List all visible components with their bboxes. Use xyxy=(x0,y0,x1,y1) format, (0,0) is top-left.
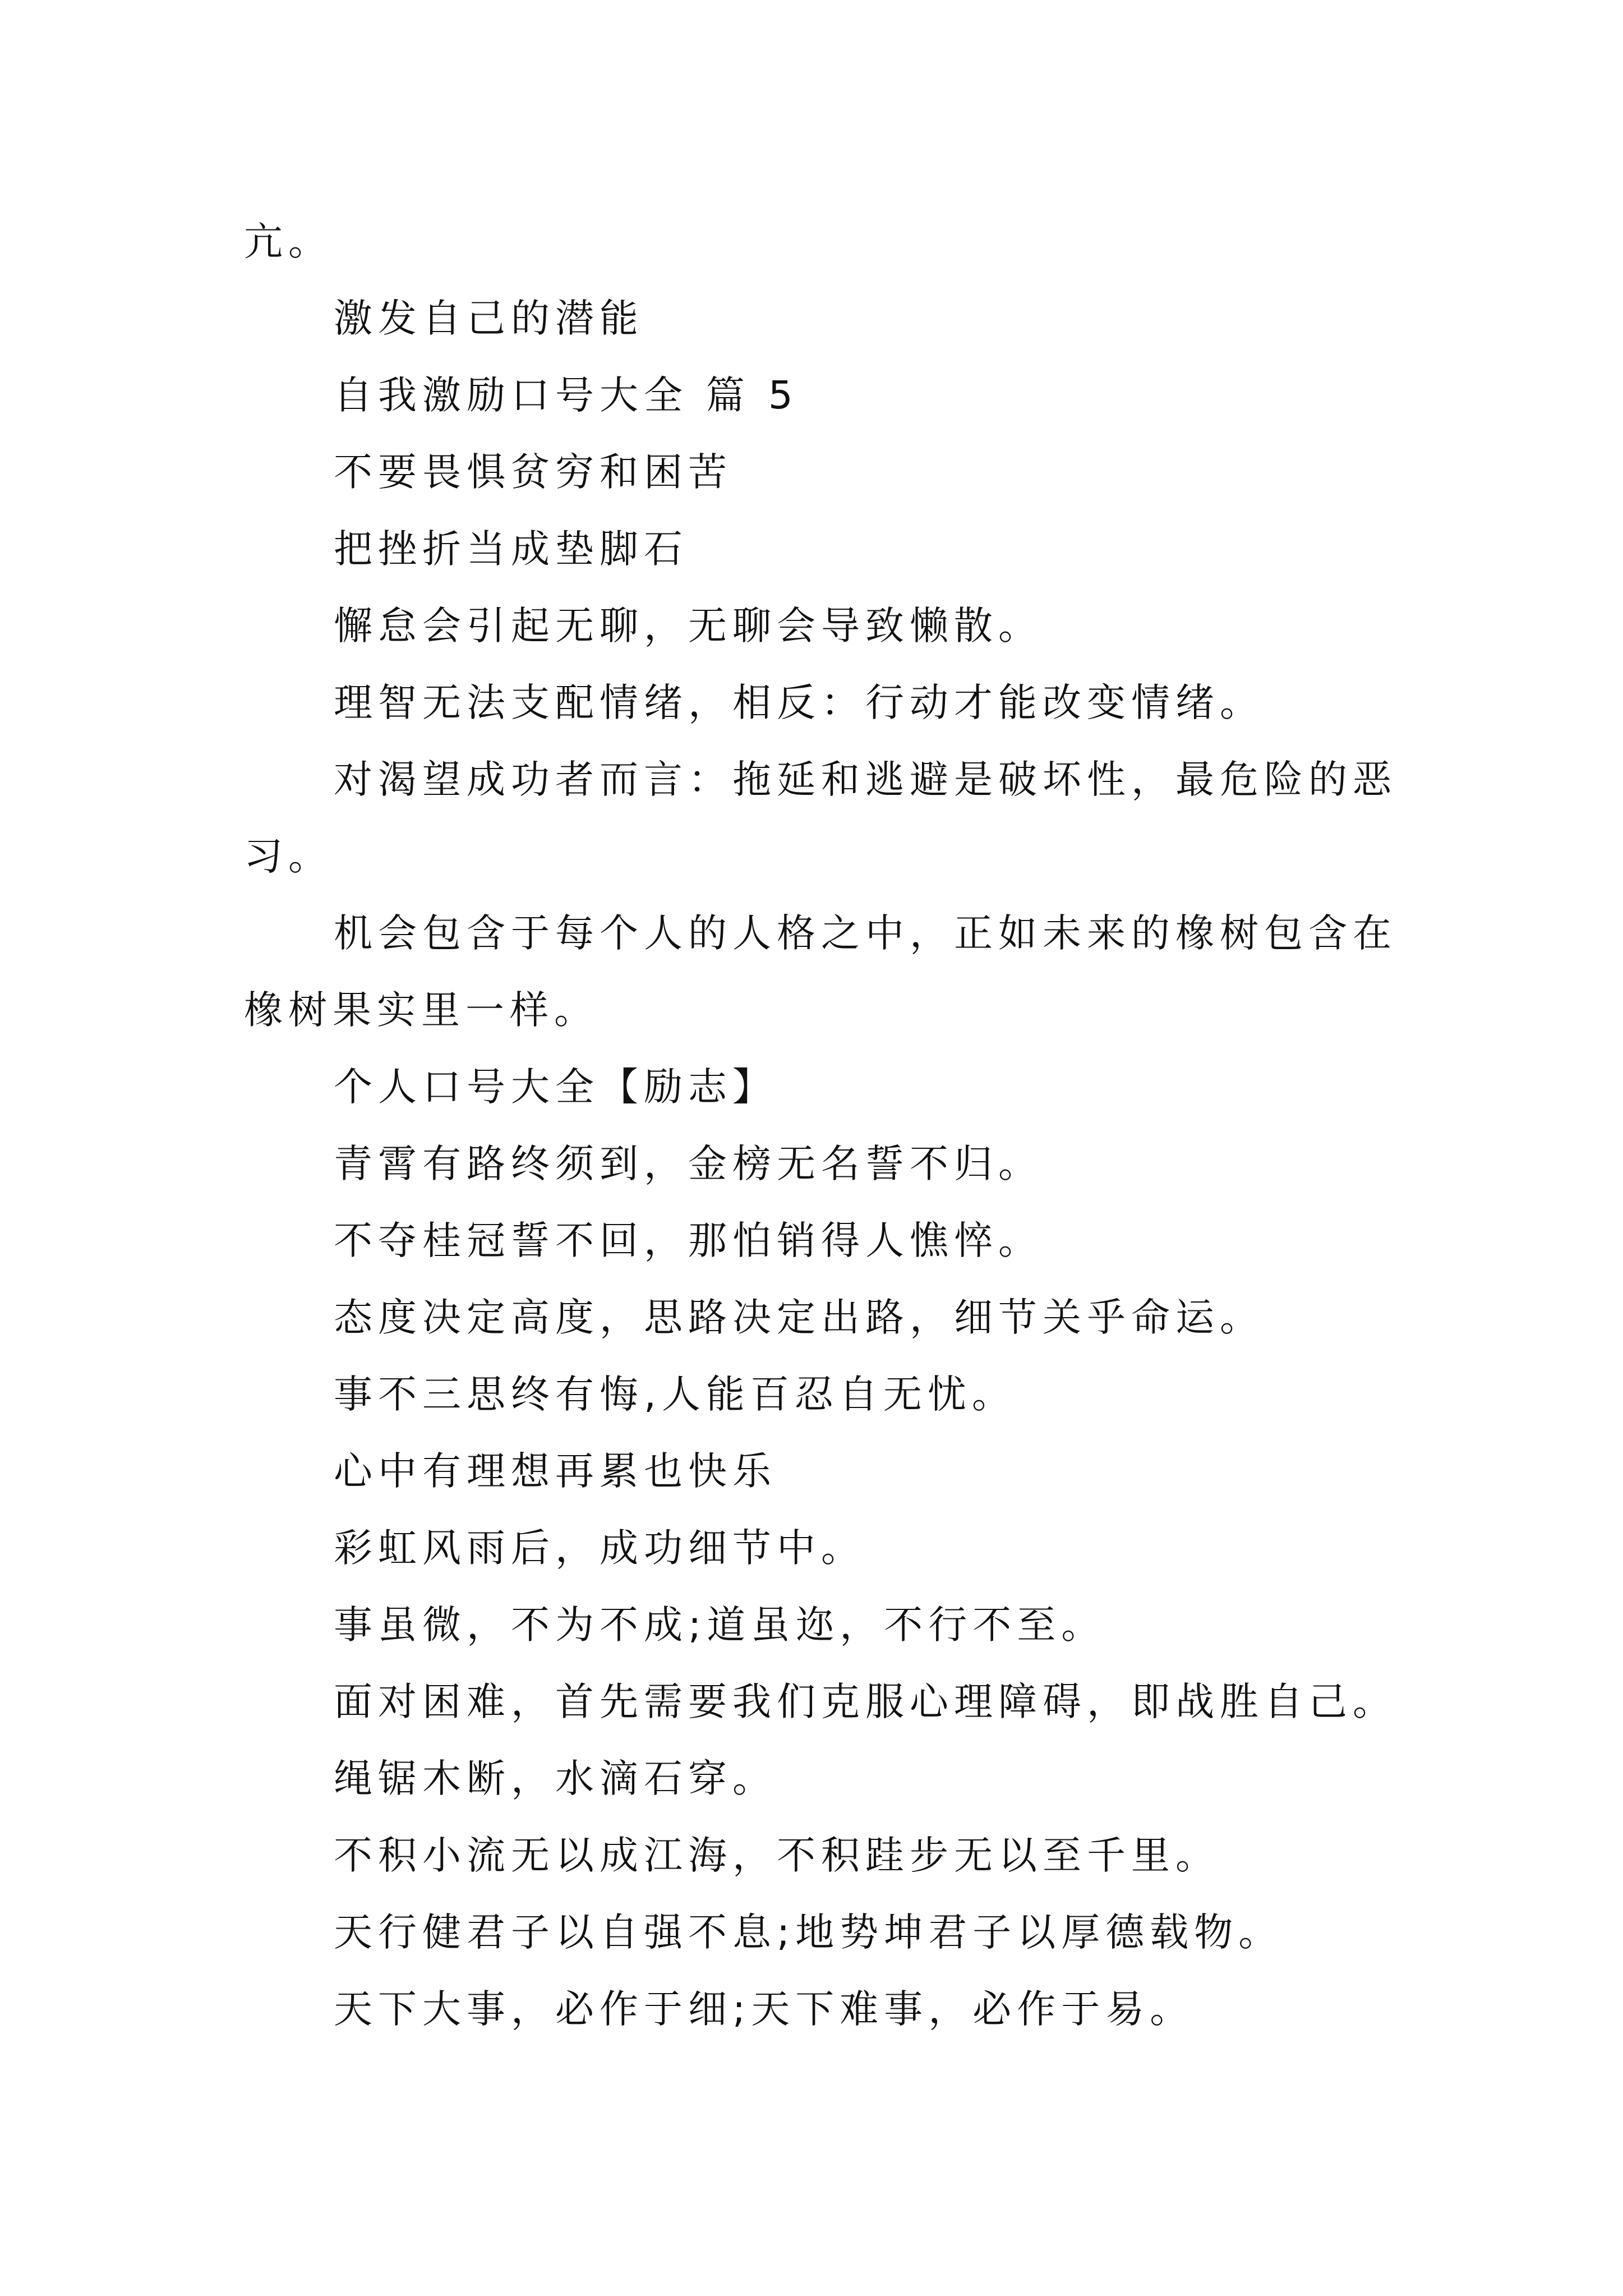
text-line: 不夺桂冠誓不回，那怕销得人憔悴。 xyxy=(334,1218,1043,1263)
text-line: 橡树果实里一样。 xyxy=(244,988,598,1033)
text-line: 绳锯木断，水滴石穿。 xyxy=(334,1756,777,1801)
text-line: 青霄有路终须到，金榜无名誓不归。 xyxy=(334,1142,1043,1186)
text-line: 事不三思终有悔,人能百忍自无忧。 xyxy=(334,1372,1016,1417)
text-line: 不积小流无以成江海，不积跬步无以至千里。 xyxy=(334,1833,1220,1878)
text-line: 理智无法支配情绪，相反：行动才能改变情绪。 xyxy=(334,680,1264,725)
document-body xyxy=(244,204,1397,2048)
section-heading: 个人口号大全【励志】 xyxy=(334,1065,777,1110)
text-line: 心中有理想再累也快乐 xyxy=(334,1449,777,1494)
text-line: 机会包含于每个人的人格之中，正如未来的橡树包含在 xyxy=(334,911,1397,956)
text-line: 天下大事，必作于细;天下难事，必作于易。 xyxy=(334,1987,1195,2032)
text-line: 亢。 xyxy=(244,219,333,264)
text-line: 习。 xyxy=(244,834,333,879)
text-line: 态度决定高度，思路决定出路，细节关乎命运。 xyxy=(334,1295,1264,1340)
text-line: 激发自己的潜能 xyxy=(334,296,644,341)
text-line: 事虽微，不为不成;道虽迩，不行不至。 xyxy=(334,1603,1106,1648)
text-line: 把挫折当成垫脚石 xyxy=(334,527,688,572)
text-line: 对渴望成功者而言：拖延和逃避是破坏性，最危险的恶 xyxy=(334,757,1397,802)
text-line: 面对困难，首先需要我们克服心理障碍，即战胜自己。 xyxy=(334,1680,1397,1724)
text-line: 懈怠会引起无聊，无聊会导致懒散。 xyxy=(334,604,1043,648)
text-line: 天行健君子以自强不息;地势坤君子以厚德载物。 xyxy=(334,1910,1283,1955)
section-heading: 自我激励口号大全 篇 5 xyxy=(334,373,799,418)
text-line: 不要畏惧贫穷和困苦 xyxy=(334,450,732,495)
text-line: 彩虹风雨后，成功细节中。 xyxy=(334,1526,865,1571)
